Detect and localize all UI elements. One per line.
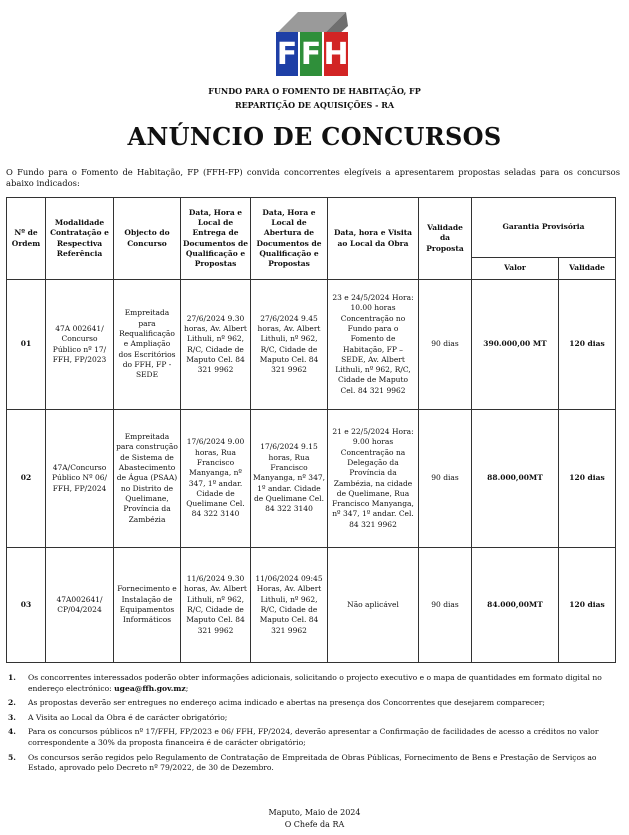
note-number: 5. bbox=[8, 752, 16, 762]
header-object: Objecto do Concurso bbox=[114, 198, 181, 280]
header-validity: Validade da Proposta bbox=[419, 198, 472, 280]
note-item bbox=[6, 698, 616, 709]
contact-email: ugea@ffh.gov.mz bbox=[114, 683, 186, 693]
cell-modality: 47A 002641/ Concurso Público nº 17/ FFH, FP/2023 bbox=[46, 280, 114, 410]
cell-validity: 90 dias bbox=[419, 548, 472, 663]
note-punct: ; bbox=[185, 683, 189, 693]
signatory: O Chefe da RA bbox=[284, 820, 345, 829]
cell-modality: 47A002641/ CP/04/2024 bbox=[46, 548, 114, 663]
cell-opening: 17/6/2024 9.15 horas, Rua Francisco Manyanga, nº 347, 1º andar. Cidade de Quelimane Cel. 84 322 3140 bbox=[251, 410, 328, 548]
cell-value: 84.000,00MT bbox=[472, 548, 559, 663]
cell-validity: 90 dias bbox=[419, 280, 472, 410]
note-text: Os concorrentes interessados poderão obter informações adicionais, solicitando o projecto executivo e o mapa de quantidades em formato digital no endereço electrónico: bbox=[28, 673, 602, 693]
cell-guarantee-validity: 120 dias bbox=[559, 280, 616, 410]
header-value: Valor bbox=[472, 258, 559, 280]
page-title: ANÚNCIO DE CONCURSOS bbox=[127, 122, 502, 151]
cell-delivery: 27/6/2024 9.30 horas, Av. Albert Lithuli, nº 962, R/C, Cidade de Maputo Cel. 84 321 9962 bbox=[181, 280, 251, 410]
ffh-logo bbox=[272, 10, 352, 78]
cell-order: 02 bbox=[7, 410, 46, 548]
org-name: FUNDO PARA O FOMENTO DE HABITAÇÃO, FP bbox=[208, 86, 421, 96]
header-guarantee: Garantia Provisória bbox=[472, 198, 616, 258]
cell-order: 01 bbox=[7, 280, 46, 410]
note-number: 4. bbox=[8, 727, 16, 737]
note-number: 2. bbox=[8, 698, 16, 708]
cell-validity: 90 dias bbox=[419, 410, 472, 548]
header-guarantee-validity: Validade bbox=[559, 258, 616, 280]
logo-letter-f1: F bbox=[276, 37, 298, 72]
note-text: As propostas deverão ser entregues no endereço acima indicado e abertas na presença dos Concorrentes que desejarem comparecer; bbox=[28, 698, 545, 708]
note-text: A Visita ao Local da Obra é de carácter obrigatório; bbox=[28, 712, 228, 722]
department-name: REPARTIÇÃO DE AQUISIÇÕES - RA bbox=[234, 100, 395, 110]
cell-value: 88.000,00MT bbox=[472, 410, 559, 548]
cell-visit: 23 e 24/5/2024 Hora: 10.00 horas Concentração no Fundo para o Fomento de Habitação, FP – SEDE, Av. Albert Lithuli, nº 962, R/C, Cidade de Maputo Cel. 84 321 9962 bbox=[328, 280, 419, 410]
header-opening: Data, Hora e Local de Abertura de Documentos de Qualificação e Propostas bbox=[251, 198, 328, 280]
logo-letter-h: H bbox=[323, 37, 349, 72]
table-row bbox=[7, 410, 616, 548]
header-order: Nº de Ordem bbox=[7, 198, 46, 280]
header-modality: Modalidade Contratação e Respectiva Referência bbox=[46, 198, 114, 280]
cell-opening: 27/6/2024 9.45 horas, Av. Albert Lithuli, nº 962, R/C, Cidade de Maputo Cel. 84 321 9962 bbox=[251, 280, 328, 410]
note-item bbox=[6, 713, 616, 724]
note-number: 1. bbox=[8, 673, 16, 682]
cell-modality: 47A/Concurso Público Nº 06/ FFH, FP/2024 bbox=[46, 410, 114, 548]
cell-opening: 11/06/2024 09:45 Horas, Av. Albert Lithuli, nº 962, R/C, Cidade de Maputo Cel. 84 321 9962 bbox=[251, 548, 328, 663]
cell-visit: Não aplicável bbox=[328, 548, 419, 663]
note-item bbox=[6, 727, 616, 748]
cell-delivery: 17/6/2024 9.00 horas, Rua Francisco Manyanga, nº 347, 1º andar. Cidade de Quelimane Cel. 84 322 3140 bbox=[181, 410, 251, 548]
cell-object: Empreitada para Requalificação e Ampliação dos Escritórios do FFH, FP - SEDE bbox=[114, 280, 181, 410]
notes-list bbox=[6, 673, 616, 778]
logo-letter-f2: F bbox=[300, 37, 322, 72]
cell-visit: 21 e 22/5/2024 Hora: 9.00 horas Concentração na Delegação da Província da Zambézia, na cidade de Quelimane, Rua Francisco Manyanga, nº 347, 1º andar. Cel. 84 321 9962 bbox=[328, 410, 419, 548]
header-visit: Data, hora e Visita ao Local da Obra bbox=[328, 198, 419, 280]
tenders-table bbox=[6, 197, 616, 663]
table-row bbox=[7, 280, 616, 410]
intro-text: O Fundo para o Fomento de Habitação, FP (FFH-FP) convida concorrentes elegíveis a apresentarem propostas seladas para os concursos abaixo indicados: bbox=[6, 167, 620, 188]
note-number: 3. bbox=[8, 712, 16, 722]
header-delivery: Data, Hora e Local de Entrega de Documentos de Qualificação e Propostas bbox=[181, 198, 251, 280]
note-item bbox=[6, 753, 616, 774]
cell-object: Fornecimento e Instalação de Equipamentos Informáticos bbox=[114, 548, 181, 663]
cell-guarantee-validity: 120 dias bbox=[559, 548, 616, 663]
note-text: Para os concursos públicos nº 17/FFH, FP/2023 e 06/ FFH, FP/2024, deverão apresentar a Confirmação de facilidades de acesso a créditos no valor correspondente a 30% da proposta financeira é de carácter obrigatório; bbox=[28, 727, 599, 747]
cell-object: Empreitada para construção de Sistema de Abastecimento de Água (PSAA) no Distrito de Quelimane, Província da Zambézia bbox=[114, 410, 181, 548]
cell-order: 03 bbox=[7, 548, 46, 663]
note-text: Os concursos serão regidos pelo Regulamento de Contratação de Empreitada de Obras Públicas, Fornecimento de Bens e Prestação de Serviços ao Estado, aprovado pelo Decreto nº 79/2022, de 30 de Dezembro. bbox=[28, 752, 597, 773]
place-date: Maputo, Maio de 2024 bbox=[268, 808, 361, 817]
table-row bbox=[7, 548, 616, 663]
cell-delivery: 11/6/2024 9.30 horas, Av. Albert Lithuli, nº 962, R/C, Cidade de Maputo Cel. 84 321 9962 bbox=[181, 548, 251, 663]
cell-value: 390.000,00 MT bbox=[472, 280, 559, 410]
cell-guarantee-validity: 120 dias bbox=[559, 410, 616, 548]
note-item bbox=[6, 673, 616, 694]
